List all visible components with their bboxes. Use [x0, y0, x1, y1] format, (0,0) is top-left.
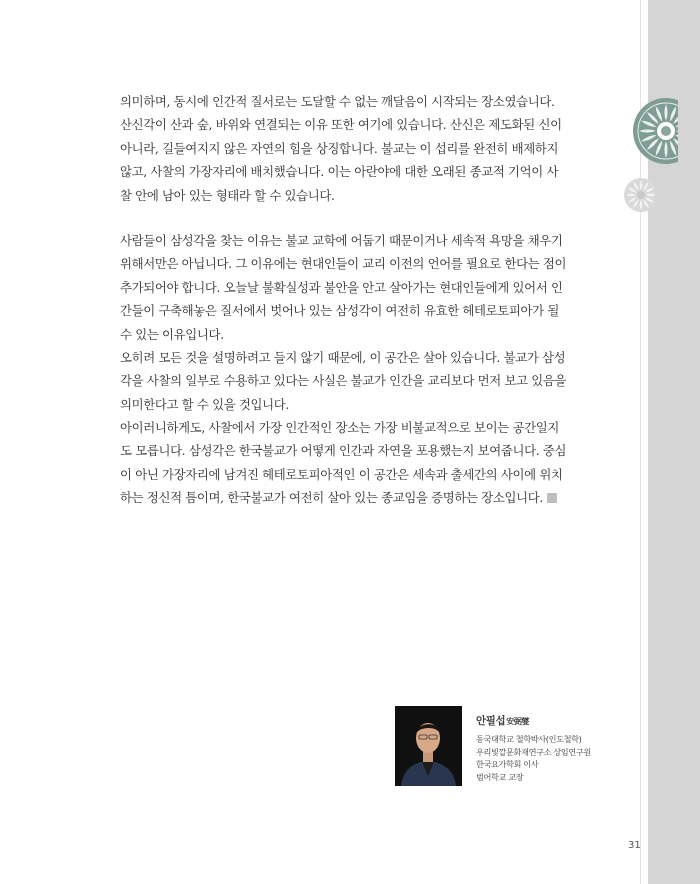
- text-line: 의미하며, 동시에 인간적 질서로는 도달할 수 없는 깨달음이 시작되는 장소였습니다.: [120, 94, 555, 109]
- text-line: 추가되어야 합니다. 오늘날 불확실성과 불안을 안고 살아가는 현대인들에게 있어서 인: [120, 279, 563, 295]
- author-credential: 한국요가학회 이사: [476, 759, 539, 770]
- page-number: 31: [628, 840, 641, 851]
- author-name: 안필섭: [476, 715, 506, 727]
- text-line: 각을 사찰의 일부로 수용하고 있다는 사실은 불교가 인간을 교리보다 먼저 보고 있음을: [120, 373, 567, 389]
- text-line: 찰 안에 남아 있는 형태라 할 수 있습니다.: [120, 187, 335, 203]
- text-line: 간들이 구축해놓은 질서에서 벗어나 있는 삼성각이 여전히 유효한 헤테로토피아가 될: [120, 303, 559, 319]
- text-line: 아이러니하게도, 사찰에서 가장 인간적인 장소는 가장 비불교적으로 보이는 공간일지: [120, 420, 559, 436]
- author-portrait-icon: [395, 706, 462, 786]
- text-line: 도 모릅니다. 삼성각은 한국불교가 어떻게 인간과 자연을 포용했는지 보여줍니다. 중심: [120, 443, 567, 459]
- author-credential: 범어학교 교장: [476, 771, 524, 782]
- text-line: 오히려 모든 것을 설명하려고 들지 않기 때문에, 이 공간은 살아 있습니다. 불교가 삼성: [120, 349, 566, 365]
- end-mark-icon: [547, 493, 557, 503]
- lotus-rosette-icon: [630, 96, 678, 166]
- paragraph-1: [120, 90, 592, 207]
- text-line: 아니라, 길들여지지 않은 자연의 힘을 상징합니다. 불교는 이 섭리를 완전히 배제하지: [120, 140, 559, 156]
- author-name-hanja: 安弼燮: [506, 717, 530, 726]
- author-info: [476, 714, 591, 783]
- small-rosette-icon: [621, 175, 655, 215]
- article-body: [120, 90, 592, 510]
- author-name-line: [476, 714, 591, 729]
- text-line: 이 아닌 가장자리에 남겨진 헤테로토피아적인 이 공간은 세속과 출세간의 사이에 위치: [120, 466, 563, 482]
- author-photo: [395, 706, 462, 786]
- author-credential: 동국대학교 철학박사(인도철학): [476, 734, 582, 744]
- text-line: 사람들이 삼성각을 찾는 이유는 불교 교학에 어둡기 때문이거나 세속적 욕망을 채우기: [120, 232, 563, 248]
- paragraph-2: [120, 229, 592, 510]
- text-line-content: 하는 정신적 틈이며, 한국불교가 여전히 살아 있는 종교임을 증명하는 장소입니다.: [120, 490, 543, 506]
- text-line: 의미한다고 할 수 있을 것입니다.: [120, 396, 289, 412]
- text-line: 수 있는 이유입니다.: [120, 326, 224, 342]
- text-line: 않고, 사찰의 가장자리에 배치했습니다. 이는 아란야에 대한 오래된 종교적 기억이 사: [120, 164, 559, 180]
- text-line: [120, 486, 592, 509]
- text-line: 산신각이 산과 숲, 바위와 연결되는 이유 또한 여기에 있습니다. 산신은 제도화된 신이: [120, 117, 562, 133]
- author-credential: 우리빛깔문화재연구소 상임연구원: [476, 746, 591, 757]
- text-line: 위해서만은 아닙니다. 그 이유에는 현대인들이 교리 이전의 언어를 필요로 한다는 점이: [120, 256, 567, 272]
